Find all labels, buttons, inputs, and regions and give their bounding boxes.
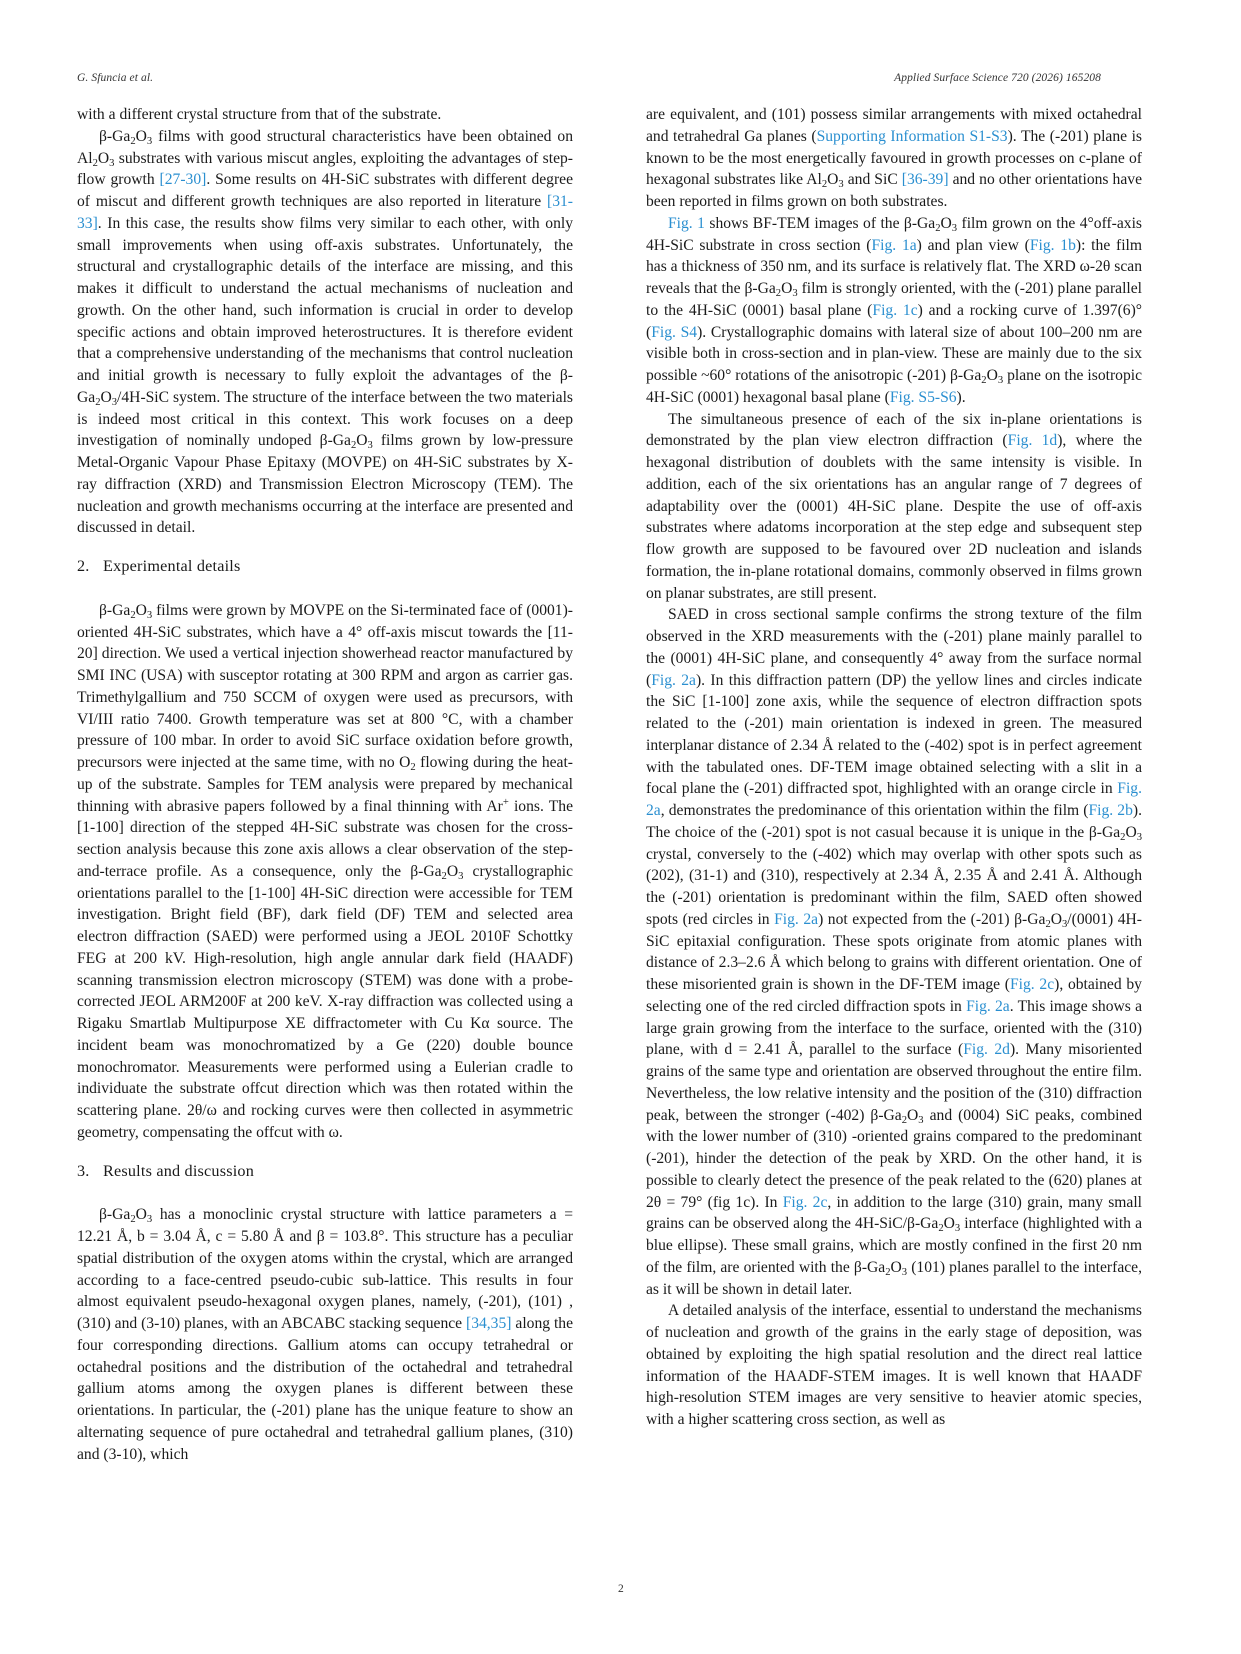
- text: O: [943, 1215, 955, 1233]
- subscript: 3: [901, 1266, 908, 1278]
- text: ). The (-201) plane is known to be the most energetically favoured in growth processes on c-plane of hexagonal substrates like Al: [646, 127, 1142, 189]
- text: O: [97, 149, 110, 167]
- subscript: 2: [130, 1214, 136, 1226]
- text: and no other orientations have been reported in films grown on both substrates.: [646, 171, 1142, 210]
- subscript: 2: [821, 179, 828, 191]
- text: along the four corresponding directions. Gallium atoms can occupy tetrahedral or octahedral positions and the distribution of the octahedral and tetrahedral gallium atoms among the oxygen planes is different between these orientations. In particular, the (-201) plane has the unique feature to show an alternating sequence of pure octahedral and tetrahedral gallium planes, (310) and (3-10), which: [77, 1315, 573, 1463]
- text: ), where the hexagonal distribution of doublets with the same intensity is visible. In addition, each of the six orientations has an angular range of 7 degrees of adaptability over the (0001) 4H-SiC plane. Despite the use of off-axis substrates where adatoms incorporation at the step edge and subsequent step flow growth are supposed to be favoured over 2D nucleation and islands formation, the in-plane rotational domains, commonly observed in films grown on planar substrates, are still present.: [646, 432, 1142, 602]
- citation-link[interactable]: [27-30]: [159, 171, 207, 189]
- text: β-Ga: [99, 601, 131, 619]
- text: are equivalent, and (101) possess similar arrangements with mixed octahedral and tetrahedral Ga planes (: [646, 106, 1142, 145]
- figure-link[interactable]: Fig. 1: [668, 214, 705, 232]
- text: . This image shows a large grain growing from the interface to the surface, oriented with the (310) plane, with d = 2.41 Å, parallel to the surface (: [646, 997, 1142, 1059]
- paragraph-experimental: [77, 600, 573, 1144]
- text: O: [1125, 823, 1137, 841]
- paragraph-substrates: [77, 126, 573, 539]
- paragraph-intro-tail: [77, 104, 573, 126]
- subscript: 2: [95, 396, 101, 408]
- subscript: 3: [954, 1223, 961, 1235]
- section-heading-experimental: [77, 556, 573, 578]
- section-title: Results and discussion: [103, 1161, 254, 1180]
- text: O: [135, 1206, 147, 1224]
- figure-link[interactable]: Fig. 2a: [966, 997, 1010, 1015]
- subscript: 3: [1062, 918, 1068, 930]
- paragraph-equivalent-planes: [646, 104, 1142, 213]
- text: flowing during the heat-up of the substrate. Samples for TEM analysis were prepared by mechanical thinning with abrasive papers followed by a final thinning with Ar: [77, 754, 573, 815]
- text: β-Ga: [99, 1206, 131, 1224]
- section-number: 3.: [77, 1161, 90, 1180]
- text: with a different crystal structure from that of the substrate.: [77, 106, 442, 123]
- text: ) not expected from the (-201) β-Ga: [818, 910, 1046, 928]
- page-number: 2: [618, 1583, 624, 1595]
- citation-link[interactable]: [34,35]: [466, 1315, 512, 1332]
- subscript: 2: [981, 375, 987, 386]
- text: substrates with various miscut angles, exploiting the advantages of step-flow growth: [77, 149, 573, 189]
- text: ) and a rocking curve of 1.397(6)° (: [646, 301, 1142, 341]
- subscript: 2: [901, 1114, 908, 1126]
- subscript: 3: [146, 609, 153, 621]
- text: SAED in cross sectional sample confirms the strong texture of the film observed in the XRD measurements with the (-201) plane mainly parallel to the (0001) 4H-SiC plane, and consequently 4° away from the surface normal (: [646, 606, 1142, 689]
- text: /(0001) 4H-SiC epitaxial configuration. These spots originate from atomic planes with distance of 2.3–2.6 Å which belong to grains with different orientation. One of these misoriented grain is shown in the DF-TEM image (: [646, 910, 1142, 993]
- subscript: 2: [775, 288, 782, 299]
- subscript: 3: [458, 870, 464, 882]
- text: O: [907, 1106, 919, 1124]
- subscript: 2: [1120, 831, 1126, 843]
- text: (101) planes parallel to the interface, as it will be shown in detail later.: [646, 1258, 1142, 1298]
- text: /4H-SiC system. The structure of the interface between the two materials is indeed most critical in this context. This work focuses on a deep investigation of nominally undoped β-Ga: [77, 388, 573, 450]
- section-number: 2.: [77, 557, 90, 575]
- text: O: [940, 214, 952, 232]
- figure-link[interactable]: Fig. S5-S6: [889, 388, 957, 406]
- figure-link[interactable]: Fig. 2a: [651, 671, 696, 689]
- subscript: 3: [838, 179, 844, 191]
- figure-link[interactable]: Fig. 2b: [1088, 802, 1133, 819]
- text: ): the film has a thickness of 350 nm, and its surface is relatively flat. The XRD ω-2θ scan reveals that the β-Ga: [646, 236, 1142, 297]
- figure-link[interactable]: Fig. 1c: [872, 301, 918, 319]
- figure-link[interactable]: Fig. 1b: [1029, 236, 1076, 254]
- text: A detailed analysis of the interface, essential to understand the mechanisms of nucleation and growth of the grains in the early stage of deposition, was obtained by exploiting the high spatial resolution and the direct real lattice information of the HAADF-STEM images. It is well known that HAADF high-resolution STEM images are very sensitive to heavier atomic species, with a higher scattering cross section, as well as: [646, 1302, 1142, 1428]
- text: O: [827, 171, 839, 189]
- superscript: +: [502, 796, 509, 808]
- subscript: 2: [441, 870, 447, 882]
- subscript: 2: [938, 1223, 944, 1235]
- paragraph-bf-tem: [646, 213, 1142, 409]
- text: . In this case, the results show films very similar to each other, with only small improvements when using off-axis substrates. Unfortunately, the structural and crystallographic details of the interface are missing, and this makes it difficult to understand the actual mechanisms of nucleation and growth. On the other hand, such information is crucial in order to develop specific actions and obtain improved heterostructures. It is therefore evident that a comprehensive understanding of the mechanisms that control nucleation and initial growth is necessary to fully exploit the advantages of the β-Ga: [77, 214, 573, 406]
- text: , in addition to the large (310) grain, many small grains can be observed along the 4H-SiC/β-Ga: [646, 1193, 1142, 1233]
- text: O: [1050, 910, 1062, 928]
- text: O: [356, 432, 368, 450]
- text: shows BF-TEM images of the β-Ga: [704, 214, 936, 232]
- text: crystal, conversely to the (-402) which may overlap with other spots such as (202), (31-1) and (310), respectively at 2.34 Å, 2.35 Å and 2.41 Å. Although the (-201) orientation is predominant within the film, SAED often showed spots (red circles in: [646, 845, 1142, 928]
- figure-link[interactable]: Fig. 2c: [782, 1193, 828, 1211]
- paragraph-crystal-structure: [77, 1204, 573, 1465]
- text: . Some results on 4H-SiC substrates with different degree of miscut and different growth techniques are also reported in literature: [77, 171, 573, 210]
- text: ). Crystallographic domains with lateral size of about 100–200 nm are visible both in cross-section and in plan-view. These are mainly due to the six possible ~60° rotations of the anisotropic (-201) β-Ga: [646, 323, 1142, 384]
- subscript: 2: [935, 222, 941, 234]
- text: ) and plan view (: [916, 236, 1030, 254]
- running-head-journal: Applied Surface Science 720 (2026) 165208: [894, 72, 1101, 84]
- figure-link[interactable]: Fig. 1d: [1007, 432, 1058, 450]
- subscript: 2: [410, 762, 416, 773]
- figure-link[interactable]: Fig. 1a: [871, 236, 917, 254]
- text: has a monoclinic crystal structure with lattice parameters a = 12.21 Å, b = 3.04 Å, c = 5.80 Å and β = 103.8°. This structure has a peculiar spatial distribution of the oxygen atoms within the crystal, which are arranged according to a face-centred pseudo-cubic sub-lattice. This results in four almost equivalent pseudo-hexagonal oxygen planes, namely, (-201), (101) , (310) and (3-10) planes, with an ABCABC stacking sequence: [77, 1206, 573, 1332]
- text: crystallographic orientations parallel to the [1-100] 4H-SiC direction were accessible for TEM investigation. Bright field (BF), dark field (DF) TEM and selected area electron diffraction (SAED) were performed using a JEOL 2010F Schottky FEG at 200 kV. High-resolution, high angle annular dark field (HAADF) scanning transmission electron microscopy (STEM) was done with a probe-corrected JEOL ARM200F at 200 keV. X-ray diffraction was collected using a Rigaku Smartlab Multipurpose XE diffractometer with Cu Kα source. The incident beam was monochromatized by a Ge (220) double bounce monochromator. Measurements were performed using a Eulerian cradle to individuate the substrate offcut direction which was then rotated within the scattering plane. 2θ/ω and rocking curves were then collected in asymmetric geometry, compensating the offcut with ω.: [77, 862, 573, 1141]
- text: film grown on the 4°off-axis 4H-SiC substrate in cross section (: [646, 214, 1142, 254]
- section-title: Experimental details: [103, 557, 241, 575]
- text: O: [100, 388, 112, 406]
- subscript: 2: [1045, 918, 1051, 930]
- text: films with good structural characteristics have been obtained on Al: [77, 127, 573, 167]
- subscript: 3: [918, 1114, 924, 1126]
- text: O: [986, 367, 998, 384]
- text: films grown by low-pressure Metal-Organic Vapour Phase Epitaxy (MOVPE) on 4H-SiC substrates by X-ray diffraction (XRD) and Transmission Electron Microscopy (TEM). The nucleation and growth mechanisms occurring at the interface are presented and discussed in detail.: [77, 432, 573, 537]
- subscript: 2: [350, 440, 357, 452]
- text: and (0004) SiC peaks, combined with the lower number of (310) -oriented grains compared to the predominant (-201), hinder the detection of the peak by XRD. On the other hand, it is possible to clearly detect the presence of the peak related to the (620) planes at 2θ = 79° (fig 1c). In: [646, 1106, 1142, 1211]
- subscript: 3: [1136, 831, 1142, 843]
- citation-link[interactable]: [31-33]: [77, 193, 573, 232]
- right-column: [646, 104, 1142, 1431]
- text: ). Many misoriented grains of the same type and orientation are observed throughout the entire film. Nevertheless, the low relative intensity and the position of the (310) diffraction peak, between the stronger (-402) β-Ga: [646, 1041, 1142, 1124]
- text: The simultaneous presence of each of the six in-plane orientations is demonstrated by the plan view electron diffraction (: [646, 410, 1142, 450]
- citation-link[interactable]: [36-39]: [901, 171, 949, 189]
- text: O: [135, 127, 147, 145]
- subscript: 3: [111, 396, 118, 408]
- section-heading-results: [77, 1161, 573, 1183]
- subscript: 2: [92, 157, 98, 169]
- subscript: 2: [885, 1266, 891, 1278]
- text: ). The choice of the (-201) spot is not casual because it is unique in the β-Ga: [646, 802, 1142, 841]
- text: ). In this diffraction pattern (DP) the yellow lines and circles indicate the SiC [1-100] zone axis, while the sequence of electron diffraction spots related to the (-201) main orientation is indexed in green. The measured interplanar distance of 2.34 Å related to the (-402) spot is in perfect agreement with the tabulated ones. DF-TEM image obtained selecting with a slit in a focal plane the (-201) diffracted spot, highlighted with an orange circle in: [646, 671, 1142, 798]
- subscript: 3: [146, 135, 153, 147]
- running-head-authors: G. Sfuncia et al.: [77, 72, 154, 84]
- text: plane on the isotropic 4H-SiC (0001) hexagonal basal plane (: [646, 367, 1142, 406]
- subscript: 3: [109, 157, 115, 169]
- text: O: [446, 862, 459, 880]
- text: ions. The [1-100] direction of the stepped 4H-SiC substrate was chosen for the cross-section analysis because this zone axis allows a clear observation of the step-and-terrace profile. As a consequence, only the β-Ga: [77, 797, 573, 880]
- subscript: 2: [130, 609, 136, 621]
- subscript: 3: [146, 1214, 153, 1226]
- figure-link[interactable]: Fig. 2a: [646, 780, 1142, 819]
- subscript: 3: [367, 440, 373, 452]
- figure-link[interactable]: Fig. 2d: [963, 1041, 1010, 1059]
- subscript: 3: [997, 375, 1004, 386]
- text: β-Ga: [99, 127, 131, 145]
- left-column: [77, 104, 573, 1465]
- subscript: 2: [130, 135, 136, 147]
- text: , demonstrates the predominance of this orientation within the film (: [660, 802, 1089, 819]
- text: O: [135, 601, 147, 619]
- text: ), obtained by selecting one of the red circled diffraction spots in: [646, 976, 1142, 1015]
- text: films were grown by MOVPE on the Si-terminated face of (0001)-oriented 4H-SiC substrates, which have a 4° off-axis miscut towards the [11-20] direction. We used a vertical injection showerhead reactor manufactured by SMI INC (USA) with susceptor rotating at 300 RPM and argon as carrier gas. Trimethylgallium and 750 SCCM of oxygen were used as precursors, with VI/III ratio 7400. Growth temperature was set at 800 °C, with a chamber pressure of 100 mbar. In order to avoid SiC surface oxidation before growth, precursors were injected at the same time, with no O: [77, 601, 573, 771]
- text: and SiC: [843, 171, 902, 189]
- paragraph-in-plane-orientations: [646, 409, 1142, 605]
- figure-link[interactable]: Fig. 2a: [774, 910, 819, 928]
- subscript: 3: [951, 222, 958, 234]
- figure-link[interactable]: Fig. S4: [651, 323, 698, 341]
- figure-link[interactable]: Fig. 2c: [1009, 976, 1055, 993]
- text: O: [781, 280, 793, 297]
- supporting-info-link[interactable]: Supporting Information S1-S3: [816, 127, 1008, 145]
- subscript: 3: [792, 288, 798, 299]
- text: interface (highlighted with a blue ellipse). These small grains, which are mostly confined in the first 20 nm of the film, are oriented with the β-Ga: [646, 1215, 1142, 1276]
- paragraph-saed: [646, 604, 1142, 1300]
- paragraph-haadf: [646, 1300, 1142, 1431]
- text: film is strongly oriented, with the (-201) plane parallel to the 4H-SiC (0001) basal plane (: [646, 280, 1143, 319]
- text: O: [890, 1258, 902, 1276]
- text: ).: [956, 388, 966, 406]
